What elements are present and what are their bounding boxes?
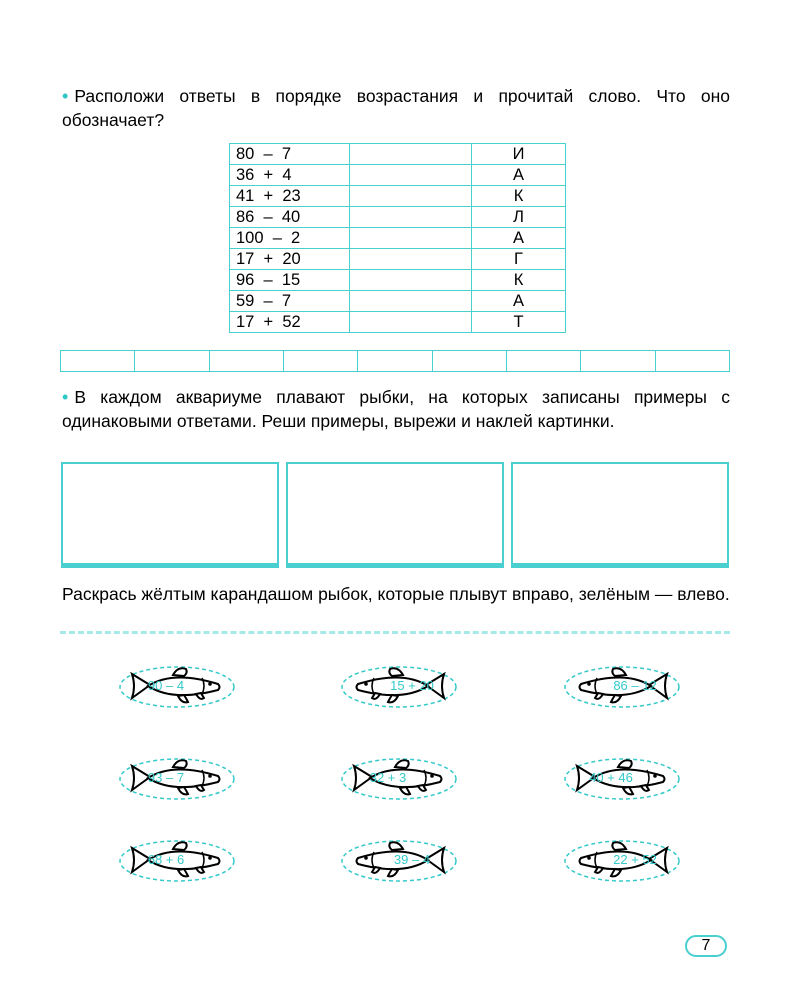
table-row bbox=[230, 144, 566, 165]
answer-strip bbox=[60, 350, 730, 372]
table-row bbox=[230, 249, 566, 270]
letter-cell: А bbox=[472, 228, 566, 249]
example-cell: 59 – 7 bbox=[230, 291, 350, 312]
answer-strip-cell[interactable] bbox=[61, 351, 134, 371]
letter-cell: К bbox=[472, 186, 566, 207]
example-cell: 17 + 52 bbox=[230, 312, 350, 333]
answer-strip-cell[interactable] bbox=[209, 351, 283, 371]
example-cell: 86 – 40 bbox=[230, 207, 350, 228]
fish-card[interactable] bbox=[563, 838, 681, 884]
aquarium-1 bbox=[61, 462, 279, 568]
bullet-icon: • bbox=[62, 86, 69, 106]
example-cell: 17 + 20 bbox=[230, 249, 350, 270]
fish-card[interactable] bbox=[340, 756, 458, 802]
letter-cell: Л bbox=[472, 207, 566, 228]
answer-cell[interactable] bbox=[350, 270, 472, 291]
table-row bbox=[230, 207, 566, 228]
fish-card[interactable] bbox=[118, 756, 236, 802]
answer-strip-cell[interactable] bbox=[357, 351, 431, 371]
letter-cell: А bbox=[472, 291, 566, 312]
table-row bbox=[230, 270, 566, 291]
fish-card[interactable] bbox=[563, 664, 681, 710]
answer-cell[interactable] bbox=[350, 186, 472, 207]
fish-example-label: 39 – 4 bbox=[393, 852, 431, 867]
table-row bbox=[230, 186, 566, 207]
example-cell: 100 – 2 bbox=[230, 228, 350, 249]
answer-strip-cell[interactable] bbox=[580, 351, 654, 371]
examples-table bbox=[229, 143, 566, 333]
aquarium-3 bbox=[511, 462, 729, 568]
example-cell: 41 + 23 bbox=[230, 186, 350, 207]
fish-example-label: 86 – 12 bbox=[613, 678, 657, 693]
fish-card[interactable] bbox=[340, 664, 458, 710]
answer-cell[interactable] bbox=[350, 228, 472, 249]
task-2-instruction bbox=[62, 385, 730, 433]
table-row bbox=[230, 165, 566, 186]
answer-strip-cell[interactable] bbox=[134, 351, 208, 371]
page-number: 7 bbox=[685, 935, 727, 957]
fish-example-label: 22 + 52 bbox=[613, 852, 657, 867]
answer-cell[interactable] bbox=[350, 207, 472, 228]
task-1-text: Расположи ответы в порядке возрастания и прочитай слово. Что оно обозначает? bbox=[62, 86, 730, 130]
answer-cell[interactable] bbox=[350, 165, 472, 186]
fish-card[interactable] bbox=[118, 664, 236, 710]
answer-strip-cell[interactable] bbox=[432, 351, 506, 371]
aquarium-2 bbox=[286, 462, 504, 568]
letter-cell: Т bbox=[472, 312, 566, 333]
answer-strip-cell[interactable] bbox=[283, 351, 357, 371]
answer-cell[interactable] bbox=[350, 144, 472, 165]
letter-cell: А bbox=[472, 165, 566, 186]
task-2-text: В каждом аквариуме плавают рыбки, на которых записаны примеры с одинаковыми ответами. Реши примеры, вырежи и наклей картинки. bbox=[62, 387, 730, 431]
bullet-icon: • bbox=[62, 387, 69, 407]
fish-card[interactable] bbox=[118, 838, 236, 884]
fish-example-label: 40 + 46 bbox=[589, 770, 633, 785]
table-row bbox=[230, 291, 566, 312]
fish-example-label: 15 + 20 bbox=[390, 678, 434, 693]
letter-cell: К bbox=[472, 270, 566, 291]
fish-example-label: 90 – 4 bbox=[147, 678, 185, 693]
fish-card[interactable] bbox=[340, 838, 458, 884]
answer-strip-cell[interactable] bbox=[655, 351, 729, 371]
table-row bbox=[230, 312, 566, 333]
letter-cell: И bbox=[472, 144, 566, 165]
fish-example-label: 68 + 6 bbox=[147, 852, 185, 867]
example-cell: 96 – 15 bbox=[230, 270, 350, 291]
fish-example-label: 32 + 3 bbox=[369, 770, 407, 785]
table-row bbox=[230, 228, 566, 249]
answer-cell[interactable] bbox=[350, 249, 472, 270]
fish-card[interactable] bbox=[563, 756, 681, 802]
task-1-instruction bbox=[62, 84, 730, 132]
coloring-instruction: Раскрась жёлтым карандашом рыбок, которые плывут вправо, зелёным — влево. bbox=[62, 584, 730, 604]
letter-cell: Г bbox=[472, 249, 566, 270]
example-cell: 36 + 4 bbox=[230, 165, 350, 186]
example-cell: 80 – 7 bbox=[230, 144, 350, 165]
fish-example-label: 93 – 7 bbox=[147, 770, 185, 785]
answer-cell[interactable] bbox=[350, 291, 472, 312]
answer-cell[interactable] bbox=[350, 312, 472, 333]
answer-strip-cell[interactable] bbox=[506, 351, 580, 371]
cut-line bbox=[60, 631, 730, 634]
